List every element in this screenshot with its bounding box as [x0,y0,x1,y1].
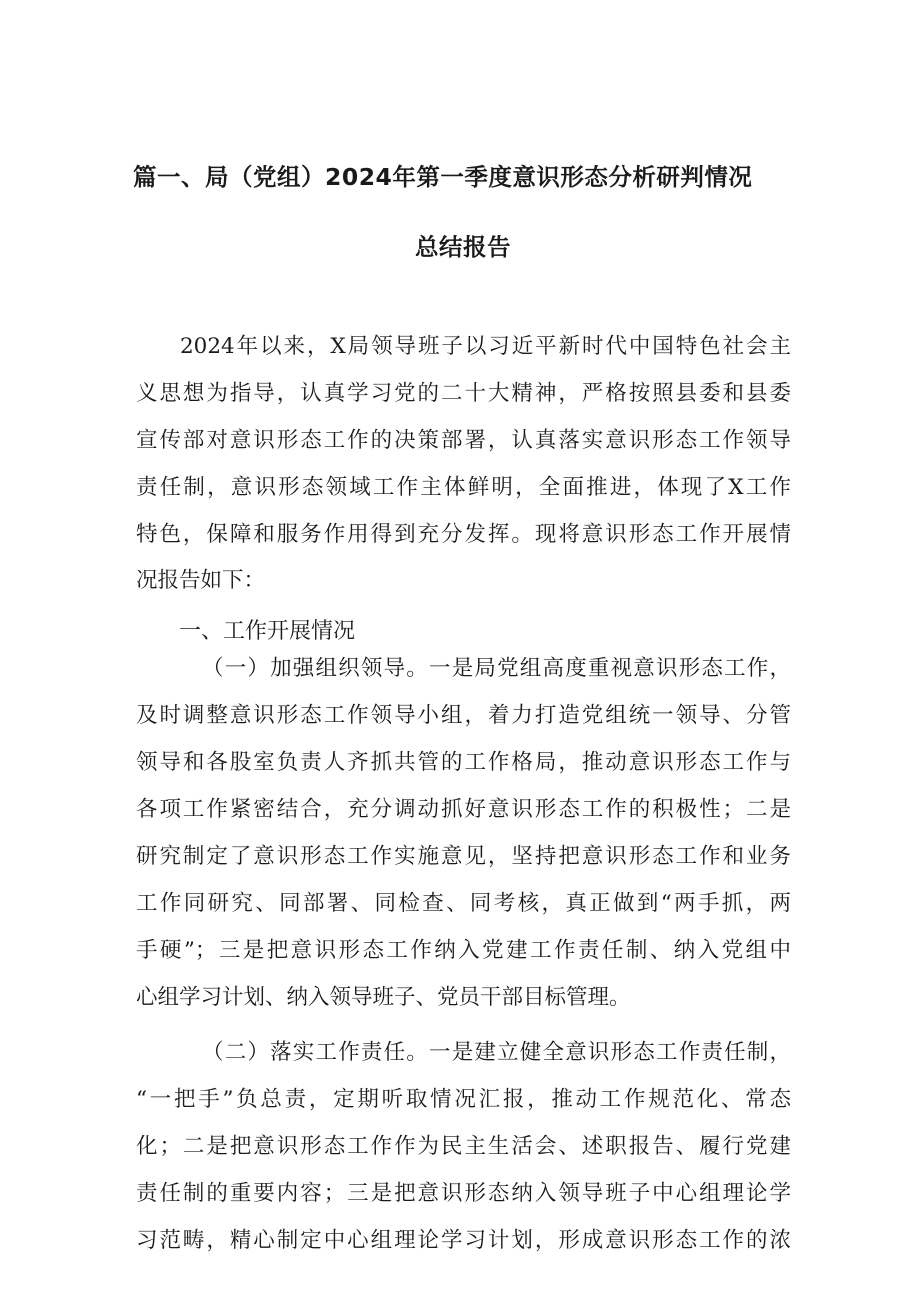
paragraph-line: （二）落实工作责任。一是建立健全意识形态工作责任制， [202,1040,791,1065]
paragraph-line: 及时调整意识形态工作领导小组，着力打造党组统一领导、分管 [136,703,791,728]
paragraph-line: 化；二是把意识形态工作作为民主生活会、述职报告、履行党建 [136,1134,791,1159]
intro-line: 特色，保障和服务作用得到充分发挥。现将意识形态工作开展情 [136,522,791,547]
paragraph-line: 研究制定了意识形态工作实施意见，坚持把意识形态工作和业务 [136,844,791,869]
intro-line: 况报告如下： [136,568,266,593]
paragraph-line: 各项工作紧密结合，充分调动抓好意识形态工作的积极性；二是 [136,797,791,822]
section-heading: 一、工作开展情况 [179,619,356,644]
paragraph-line: 手硬”；三是把意识形态工作纳入党建工作责任制、纳入党组中 [136,938,791,963]
paragraph-line: 心组学习计划、纳入领导班子、党员干部目标管理。 [136,985,631,1010]
paragraph-line: 习范畴，精心制定中心组理论学习计划，形成意识形态工作的浓 [136,1228,791,1253]
paragraph-line: “一把手”负总责，定期听取情况汇报，推动工作规范化、常态 [136,1087,791,1112]
paragraph-line: 领导和各股室负责人齐抓共管的工作格局，推动意识形态工作与 [136,750,791,775]
intro-line: 宣传部对意识形态工作的决策部署，认真落实意识形态工作领导 [136,428,791,453]
paragraph-line: 责任制的重要内容；三是把意识形态纳入领导班子中心组理论学 [136,1181,791,1206]
document-title: 篇一、局（党组）2024年第一季度意识形态分析研判情况 [133,163,753,191]
paragraph-line: （一）加强组织领导。一是局党组高度重视意识形态工作， [202,656,791,681]
intro-line: 2024年以来，X局领导班子以习近平新时代中国特色社会主 [180,334,791,359]
document-subtitle: 总结报告 [415,233,511,261]
paragraph-line: 工作同研究、同部署、同检查、同考核，真正做到“两手抓，两 [136,891,791,916]
intro-line: 责任制，意识形态领域工作主体鲜明，全面推进，体现了X工作 [136,475,791,500]
intro-line: 义思想为指导，认真学习党的二十大精神，严格按照县委和县委 [136,381,791,406]
